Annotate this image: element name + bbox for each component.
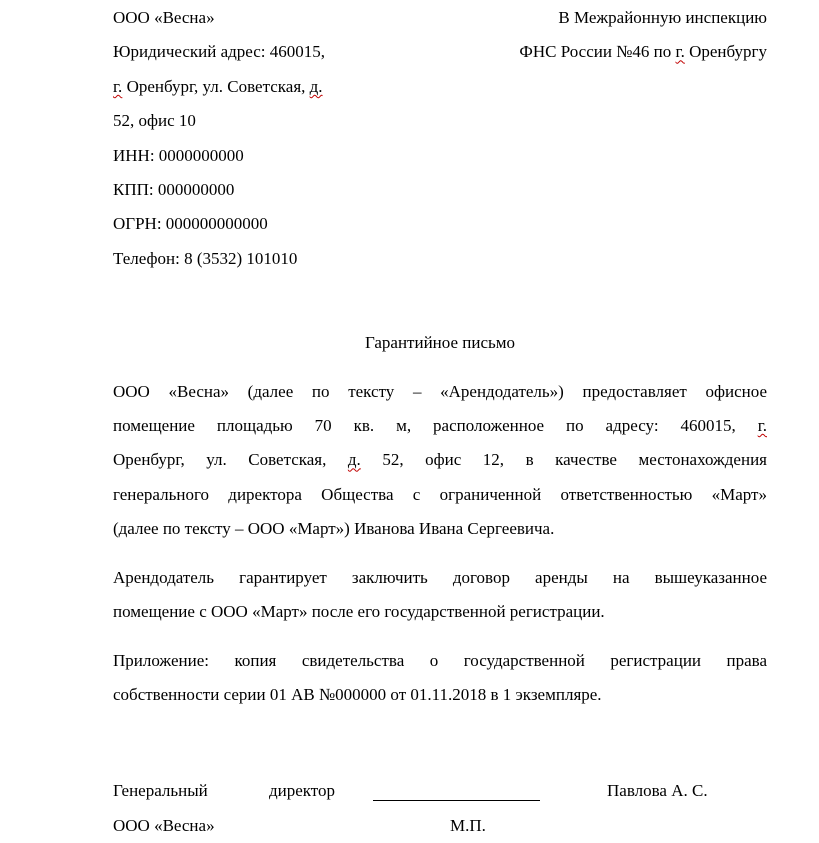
signatory-position-line-2: ООО «Весна» [113, 815, 215, 835]
text-segment: генерального директора Общества с ограниченной ответственностью «Март» [113, 484, 767, 504]
text-line [113, 375, 767, 409]
text-segment: помещение с ООО «Март» после его государственной регистрации. [113, 602, 605, 622]
text-segment: собственности серии 01 АВ №000000 от 01.11.2018 в 1 экземпляре. [113, 684, 602, 704]
signature-block [113, 774, 767, 843]
misspelled-word: г. [757, 416, 767, 436]
text-line [113, 104, 767, 138]
text-line [113, 70, 767, 104]
text-line [113, 512, 767, 546]
text-segment: ФНС России №46 по [519, 42, 676, 62]
text-segment: В Межрайонную инспекцию [558, 8, 767, 27]
text-segment: Юридический адрес: 460015, [113, 42, 326, 62]
text-segment: 52, офис 10 [113, 111, 196, 131]
text-segment: Оренбургу [684, 42, 767, 62]
misspelled-word: г. [113, 76, 123, 96]
text-segment: 52, офис 12, в качестве местонахождения [360, 450, 767, 470]
letter-header [113, 1, 767, 276]
body-paragraph-attachment [113, 644, 767, 713]
text-segment: ОГРН: 000000000000 [113, 214, 268, 234]
body-paragraph-premises [113, 375, 767, 547]
text-line [113, 173, 767, 207]
text-segment: Приложение: копия свидетельства о государственной регистрации права [113, 650, 767, 670]
text-segment: ООО «Весна» (далее по тексту – «Арендодатель») предоставляет офисное [113, 381, 767, 401]
text-line [113, 595, 767, 629]
signature-underline [373, 774, 540, 801]
signatory-name: Павлова А. С. [607, 781, 708, 801]
text-segment: Оренбург, ул. Советская, [122, 76, 310, 96]
text-line [519, 1, 767, 35]
signature-row-1 [113, 774, 767, 808]
recipient-address-block [519, 1, 767, 70]
text-line [113, 561, 767, 595]
text-line [113, 409, 767, 443]
misspelled-word: г. [675, 42, 685, 62]
misspelled-word: д. [347, 450, 361, 470]
body-paragraph-guarantee [113, 561, 767, 630]
text-line [519, 35, 767, 69]
text-line [113, 242, 767, 276]
text-line [113, 644, 767, 678]
text-line [113, 443, 767, 477]
text-segment: Телефон: 8 (3532) 101010 [113, 248, 298, 268]
text-segment: Оренбург, ул. Советская, [113, 450, 348, 470]
text-line [113, 678, 767, 712]
text-line [113, 207, 767, 241]
document-title: Гарантийное письмо [364, 333, 516, 353]
text-segment: ООО «Весна» [113, 8, 215, 27]
text-segment: Арендодатель гарантирует заключить договор аренды на вышеуказанное [113, 567, 767, 587]
misspelled-word: д. [309, 76, 323, 96]
signatory-position-line-1: Генеральный директор [113, 781, 335, 801]
text-segment: (далее по тексту – ООО «Март») Иванова Ивана Сергеевича. [113, 519, 555, 539]
text-line [113, 478, 767, 512]
text-segment: КПП: 000000000 [113, 180, 235, 200]
text-segment: помещение площадью 70 кв. м, расположенное по адресу: 460015, [113, 416, 758, 436]
signature-row-2 [113, 809, 767, 843]
text-line [113, 139, 767, 173]
text-segment: ИНН: 0000000000 [113, 145, 244, 165]
stamp-placeholder-label: М.П. [450, 815, 486, 835]
